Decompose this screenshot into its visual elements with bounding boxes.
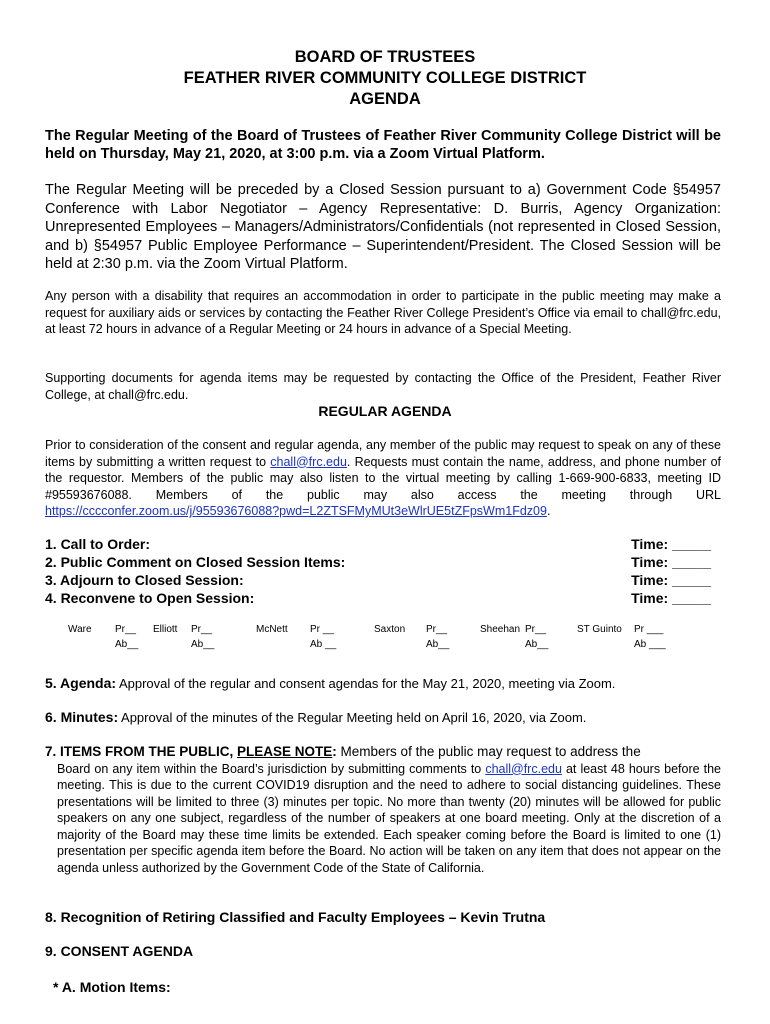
order-row: [45, 571, 711, 589]
header-district-name: FEATHER RIVER COMMUNITY COLLEGE DISTRICT: [183, 69, 587, 87]
item7-text-2: at least 48 hours before the meeting. This is due to the current COVID19 disruption and the need to adhere to social distancing guidelines. These presentations will be limited to three (3) minutes per topic. No more than twenty (20) minutes will be allowed for public speakers on any one subject, regardless of the number of speakers at one board meeting. Only at the discretion of a majority of the Board may these time limits be extended. Each speaker coming before the Board is limited to one (1) presentation per specific agenda item before the Board. No action will be taken on any item that does not appear on the agenda unless authorized by the Government Code of the State of California.: [57, 761, 721, 875]
order-label: 2. Public Comment on Closed Session Items:: [45, 554, 346, 570]
absent-mark: Ab__: [191, 639, 215, 650]
regular-agenda-heading: REGULAR AGENDA: [318, 403, 452, 419]
present-mark: Pr ___: [634, 624, 664, 635]
present-mark: Pr__: [191, 624, 213, 635]
agenda-item-9a: * A. Motion Items:: [53, 979, 171, 995]
item-text-first: Members of the public may request to address the: [336, 744, 641, 759]
header-agenda-title: AGENDA: [349, 90, 421, 108]
email-link[interactable]: chall@frc.edu: [485, 761, 562, 776]
order-time: Time: _____: [631, 536, 711, 552]
absent-mark: Ab__: [525, 639, 549, 650]
agenda-item-7: [45, 744, 721, 876]
absent-mark: Ab__: [115, 639, 139, 650]
email-link[interactable]: chall@frc.edu: [270, 454, 347, 469]
item-colon: :: [332, 744, 337, 759]
supporting-documents-paragraph: Supporting documents for agenda items may be requested by contacting the Office of the President, Feather River College, at chall@frc.edu.: [45, 371, 721, 402]
item-label: 6. Minutes:: [45, 709, 119, 725]
meeting-announcement: The Regular Meeting of the Board of Trustees of Feather River Community College District will be held on Thursday, May 21, 2020, at 3:00 p.m. via a Zoom Virtual Platform.: [45, 128, 721, 162]
agenda-item-8: 8. Recognition of Retiring Classified and Faculty Employees – Kevin Trutna: [45, 909, 546, 925]
absent-mark: Ab ___: [634, 639, 666, 650]
header-board-title: BOARD OF TRUSTEES: [294, 48, 476, 66]
order-label: 4. Reconvene to Open Session:: [45, 590, 255, 606]
present-mark: Pr __: [310, 624, 334, 635]
please-note: PLEASE NOTE: [237, 744, 333, 759]
order-row: [45, 553, 711, 571]
trustee-name: McNett: [256, 624, 288, 635]
prior-text-3: .: [546, 504, 551, 518]
trustee-name: Sheehan: [480, 624, 521, 635]
order-row: [45, 535, 711, 553]
item-label: 5. Agenda:: [45, 675, 117, 691]
agenda-item-9: 9. CONSENT AGENDA: [45, 943, 194, 959]
trustee-name: ST Guinto: [577, 624, 622, 635]
closed-session-paragraph: The Regular Meeting will be preceded by a Closed Session pursuant to a) Government Code §54957 Conference with Labor Negotiator – Agency Representative: D. Burris, Agency Organization: Unrepresented Employees – Managers/Administrators/Confidentials (not represented in Closed Session, and b) §54957 Public Employee Performance – Superintendent/President. The Closed Session will be held at 2:30 p.m. via the Zoom Virtual Platform.: [45, 182, 721, 272]
public-comment-instructions: [45, 437, 721, 520]
order-time: Time: _____: [631, 554, 711, 570]
trustee-name: Ware: [68, 624, 92, 635]
absent-mark: Ab__: [426, 639, 450, 650]
item-label: 7. ITEMS FROM THE PUBLIC,: [45, 744, 234, 759]
order-time: Time: _____: [631, 590, 711, 606]
prior-text-2: . Requests must contain the name, address, and phone number of the requestor. Members of the public may also listen to the virtual meeting by calling 1-669-900-6833, meeting ID #95593676088. Members of the public may also access the meeting through URL: [45, 454, 722, 502]
zoom-url-link[interactable]: https://cccconfer.zoom.us/j/95593676088?pwd=L2ZTSFMyMUt3eWlrUE5tZFpsWm1Fdz09: [45, 504, 547, 518]
attendance-roll: [0, 622, 770, 656]
item-text: Approval of the regular and consent agendas for the May 21, 2020, meeting via Zoom.: [116, 676, 616, 691]
item7-text-1: Board on any item within the Board’s jurisdiction by submitting comments to: [57, 761, 486, 776]
absent-mark: Ab __: [310, 639, 337, 650]
order-of-business: [45, 535, 711, 607]
order-row: [45, 589, 711, 607]
item7-body: [45, 761, 721, 877]
present-mark: Pr__: [525, 624, 547, 635]
present-mark: Pr__: [426, 624, 448, 635]
order-label: 1. Call to Order:: [45, 536, 151, 552]
agenda-item-5: [45, 675, 721, 692]
disability-accommodation-paragraph: Any person with a disability that requires an accommodation in order to participate in the public meeting may make a request for auxiliary aids or services by contacting the Feather River College President’s Office via email to chall@frc.edu, at least 72 hours in advance of a Regular Meeting or 24 hours in advance of a Special Meeting.: [45, 289, 721, 336]
order-label: 3. Adjourn to Closed Session:: [45, 572, 244, 588]
order-time: Time: _____: [631, 572, 711, 588]
trustee-name: Saxton: [374, 624, 406, 635]
document-header: [0, 47, 770, 110]
item7-first-line: [45, 744, 721, 761]
prior-text-1: Prior to consideration of the consent and regular agenda, any member of the public may request to speak on any of these items by submitting a written request to: [45, 438, 721, 469]
present-mark: Pr__: [115, 624, 137, 635]
item-text: Approval of the minutes of the Regular Meeting held on April 16, 2020, via Zoom.: [118, 710, 587, 725]
agenda-item-6: [45, 709, 721, 726]
trustee-name: Elliott: [153, 624, 178, 635]
